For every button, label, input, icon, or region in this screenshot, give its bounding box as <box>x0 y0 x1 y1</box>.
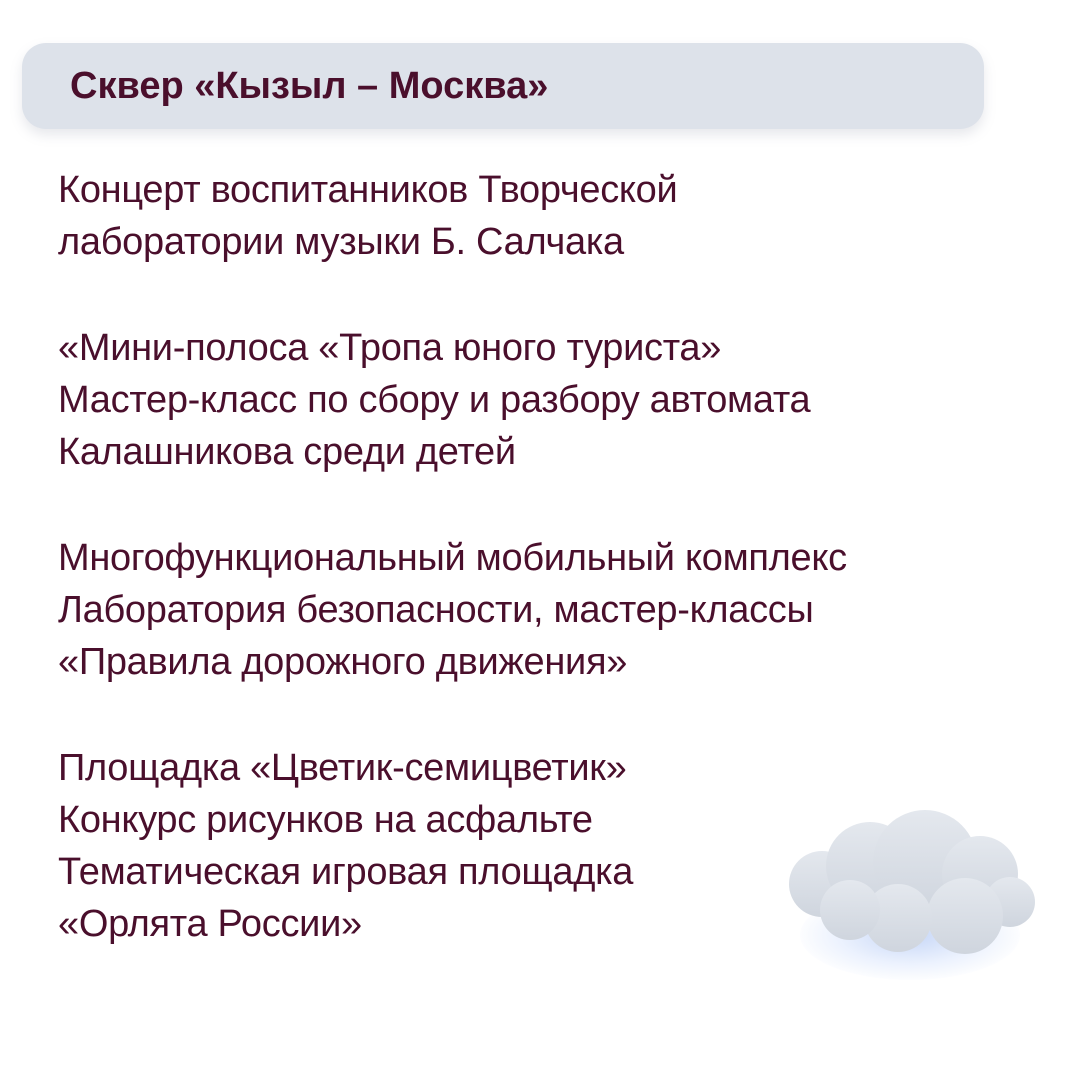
event-line: Лаборатория безопасности, мастер-классы <box>58 589 814 631</box>
event-line: «Мини-полоса «Тропа юного туриста» <box>58 327 722 369</box>
event-line: Калашникова среди детей <box>58 431 516 473</box>
event-line: Концерт воспитанников Творческой <box>58 169 678 211</box>
event-line: Многофункциональный мобильный комплекс <box>58 537 847 579</box>
cloud-decoration <box>770 800 1060 1000</box>
event-line: Площадка «Цветик-семицветик» <box>58 747 627 789</box>
event-line: Тематическая игровая площадка <box>58 851 634 893</box>
event-line: Конкурс рисунков на асфальте <box>58 799 593 841</box>
event-line: Мастер-класс по сбору и разбору автомата <box>58 379 811 421</box>
event-item <box>58 322 1018 478</box>
event-line: «Орлята России» <box>58 903 362 945</box>
event-item <box>58 164 1018 268</box>
event-item <box>58 532 1018 688</box>
cloud-icon <box>770 800 1060 1000</box>
page-title: Сквер «Кызыл – Москва» <box>70 65 549 107</box>
event-line: лаборатории музыки Б. Салчака <box>58 221 624 263</box>
event-line: «Правила дорожного движения» <box>58 641 628 683</box>
